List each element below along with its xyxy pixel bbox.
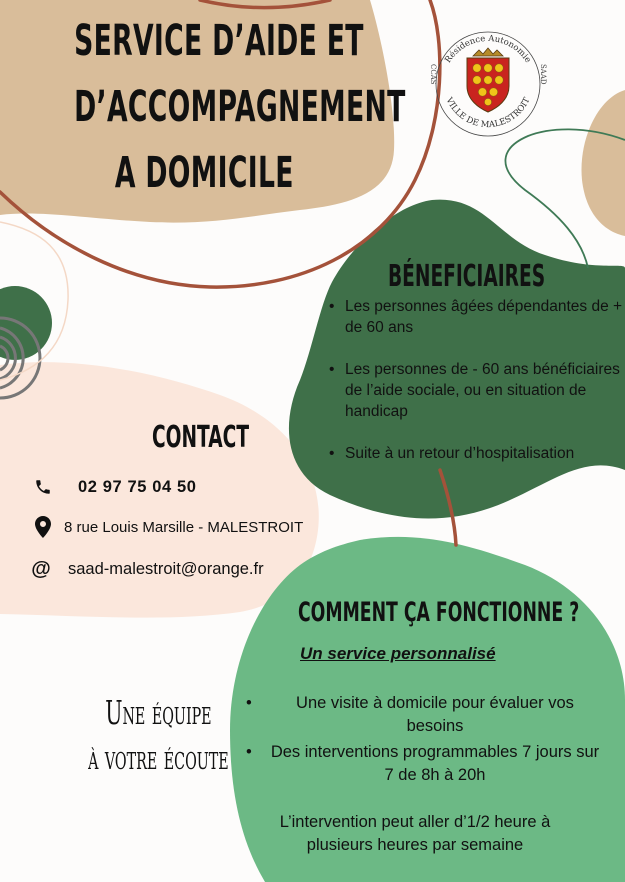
location-pin-icon (32, 516, 54, 538)
fonctionnement-item: • Des interventions programmables 7 jours sur 7 de 8h à 20h (240, 741, 600, 787)
fonctionnement-note: L’intervention peut aller d’1/2 heure à plusieurs heures par semaine (279, 813, 551, 854)
address-text: 8 rue Louis Marsille - MALESTROIT (64, 518, 304, 536)
team-line-1: Une équipe (105, 693, 212, 732)
contact-email (30, 558, 264, 580)
beige-blob-right (581, 90, 625, 236)
logo-right-text: SAAD (539, 64, 547, 85)
contact-address (32, 516, 303, 538)
phone-icon (32, 476, 54, 498)
phone-number[interactable]: 02 97 75 04 50 (78, 477, 197, 496)
team-line-2: à votre écoute (88, 738, 229, 777)
contact-phone (32, 476, 197, 498)
beneficiaires-item: • Suite à un retour d’hospitalisation (326, 443, 625, 464)
title-line-1: SERVICE D’AIDE ET (74, 16, 364, 66)
fonctionnement-item: • Une visite à domicile pour évaluer vos besoins (240, 692, 600, 738)
logo-top-text: Résidence Autonomie (443, 33, 533, 65)
email-address[interactable]: saad-malestroit@orange.fr (68, 559, 264, 578)
beneficiaires-list (326, 296, 625, 485)
beneficiaires-item: • Les personnes âgées dépendantes de + de 60 ans (326, 296, 625, 338)
green-circle (0, 286, 52, 360)
fonctionnement-subtitle: Un service personnalisé (300, 644, 496, 663)
malestroit-logo (425, 22, 550, 140)
logo-bottom-text: VILLE DE MALESTROIT (443, 96, 533, 131)
team-tagline (22, 690, 295, 780)
title-line-3: A DOMICILE (114, 148, 294, 198)
at-sign-icon: @ (31, 557, 51, 580)
main-title (74, 8, 406, 206)
coat-of-arms-icon (467, 48, 509, 112)
logo-left-text: CCAS (429, 64, 437, 85)
title-line-2: D’ACCOMPAGNEMENT (74, 82, 406, 132)
beneficiaires-title: BÉNEFICIAIRES (388, 259, 546, 294)
beneficiaires-item: • Les personnes de - 60 ans bénéficiaires de l’aide sociale, ou en situation de handicap (326, 359, 625, 422)
fonctionnement-title: COMMENT ÇA FONCTIONNE ? (298, 597, 580, 628)
contact-title: CONTACT (152, 420, 250, 455)
